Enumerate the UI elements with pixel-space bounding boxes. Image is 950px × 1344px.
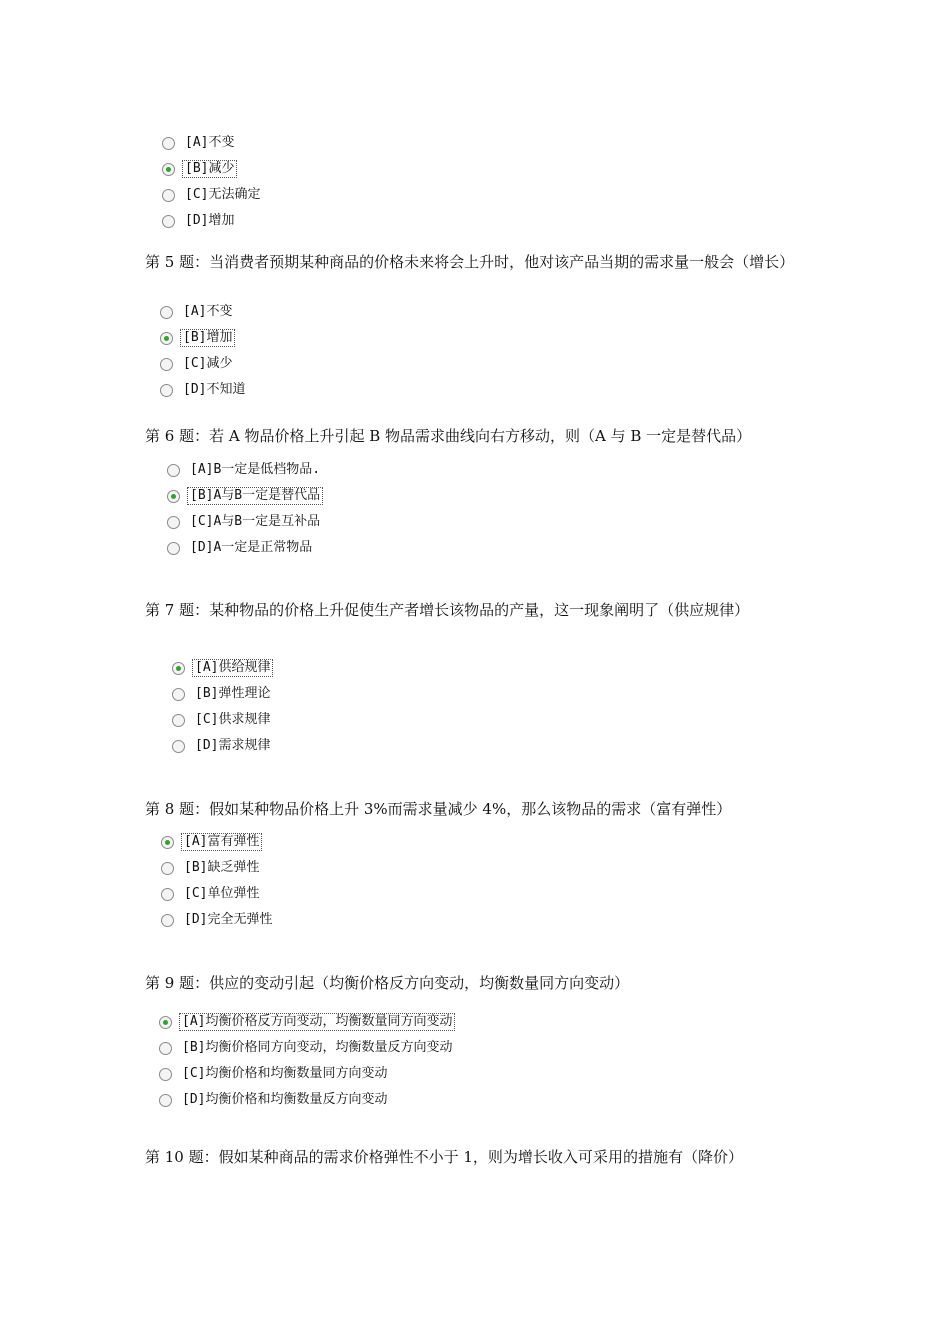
option-d[interactable] [160,380,248,400]
option-c[interactable] [172,710,273,730]
radio-button-checked[interactable] [172,662,185,675]
radio-button[interactable] [159,1094,172,1107]
radio-button-checked[interactable] [159,1016,172,1029]
option-label: [D]A一定是正常物品 [190,540,313,555]
radio-button[interactable] [160,384,173,397]
radio-button[interactable] [162,189,175,202]
option-label: [C]无法确定 [185,187,261,202]
option-d[interactable] [167,538,315,558]
option-label: [B]缺乏弹性 [184,860,260,875]
option-label: [A]B一定是低档物品. [190,462,321,477]
option-label: [D]需求规律 [195,738,271,753]
radio-button[interactable] [162,137,175,150]
question-8: 第 8 题：假如某种物品价格上升 3%而需求量减少 4%，那么该物品的需求（富有弹性） [145,800,732,818]
radio-button[interactable] [172,714,185,727]
option-d[interactable] [172,736,273,756]
option-b[interactable] [167,486,323,506]
option-a[interactable] [161,832,262,852]
option-d[interactable] [162,211,237,231]
option-b[interactable] [161,858,262,878]
radio-button-checked[interactable] [161,836,174,849]
option-b[interactable] [162,159,237,179]
option-label: [A]均衡价格反方向变动，均衡数量同方向变动 [179,1013,455,1031]
radio-button[interactable] [167,542,180,555]
option-a[interactable] [159,1012,455,1032]
option-d[interactable] [159,1090,390,1110]
option-label: [A]不变 [185,135,235,150]
option-c[interactable] [161,884,262,904]
option-a[interactable] [167,460,323,480]
option-label: [B]增加 [180,329,235,347]
option-label: [B]A与B一定是替代品 [187,487,323,505]
option-label: [D]增加 [185,213,235,228]
option-c[interactable] [162,185,263,205]
option-label: [D]均衡价格和均衡数量反方向变动 [182,1092,388,1107]
radio-button[interactable] [159,1042,172,1055]
radio-button-checked[interactable] [160,332,173,345]
option-a[interactable] [160,302,235,322]
question-5: 第 5 题：当消费者预期某种商品的价格未来将会上升时，他对该产品当期的需求量一般会（增长） [145,253,795,271]
radio-button[interactable] [161,888,174,901]
option-label: [A]供给规律 [192,659,273,677]
radio-button[interactable] [159,1068,172,1081]
option-d[interactable] [161,910,275,930]
option-c[interactable] [160,354,235,374]
radio-button[interactable] [167,516,180,529]
question-7: 第 7 题：某种物品的价格上升促使生产者增长该物品的产量，这一现象阐明了（供应规律） [145,601,750,619]
option-label: [C]供求规律 [195,712,271,727]
option-c[interactable] [167,512,323,532]
radio-button[interactable] [172,740,185,753]
option-label: [C]减少 [183,356,233,371]
question-10: 第 10 题：假如某种商品的需求价格弹性不小于 1，则为增长收入可采用的措施有（降价） [145,1148,743,1166]
question-9: 第 9 题：供应的变动引起（均衡价格反方向变动，均衡数量同方向变动） [145,974,630,992]
option-label: [A]不变 [183,304,233,319]
option-label: [B]弹性理论 [195,686,271,701]
question-6: 第 6 题：若 A 物品价格上升引起 B 物品需求曲线向右方移动，则（A 与 B 一定是替代品） [145,427,752,445]
option-label: [C]均衡价格和均衡数量同方向变动 [182,1066,388,1081]
option-label: [C]A与B一定是互补品 [190,514,321,529]
option-label: [D]不知道 [183,382,246,397]
radio-button[interactable] [160,358,173,371]
option-b[interactable] [159,1038,455,1058]
radio-button[interactable] [160,306,173,319]
option-label: [D]完全无弹性 [184,912,273,927]
option-label: [A]富有弹性 [181,833,262,851]
option-b[interactable] [160,328,235,348]
radio-button-checked[interactable] [162,163,175,176]
option-a[interactable] [172,658,273,678]
option-label: [B]均衡价格同方向变动，均衡数量反方向变动 [182,1040,453,1055]
radio-button[interactable] [161,914,174,927]
radio-button[interactable] [162,215,175,228]
radio-button[interactable] [167,464,180,477]
radio-button-checked[interactable] [167,490,180,503]
option-label: [C]单位弹性 [184,886,260,901]
option-c[interactable] [159,1064,390,1084]
option-label: [B]减少 [182,160,237,178]
radio-button[interactable] [161,862,174,875]
option-b[interactable] [172,684,273,704]
option-a[interactable] [162,133,237,153]
radio-button[interactable] [172,688,185,701]
